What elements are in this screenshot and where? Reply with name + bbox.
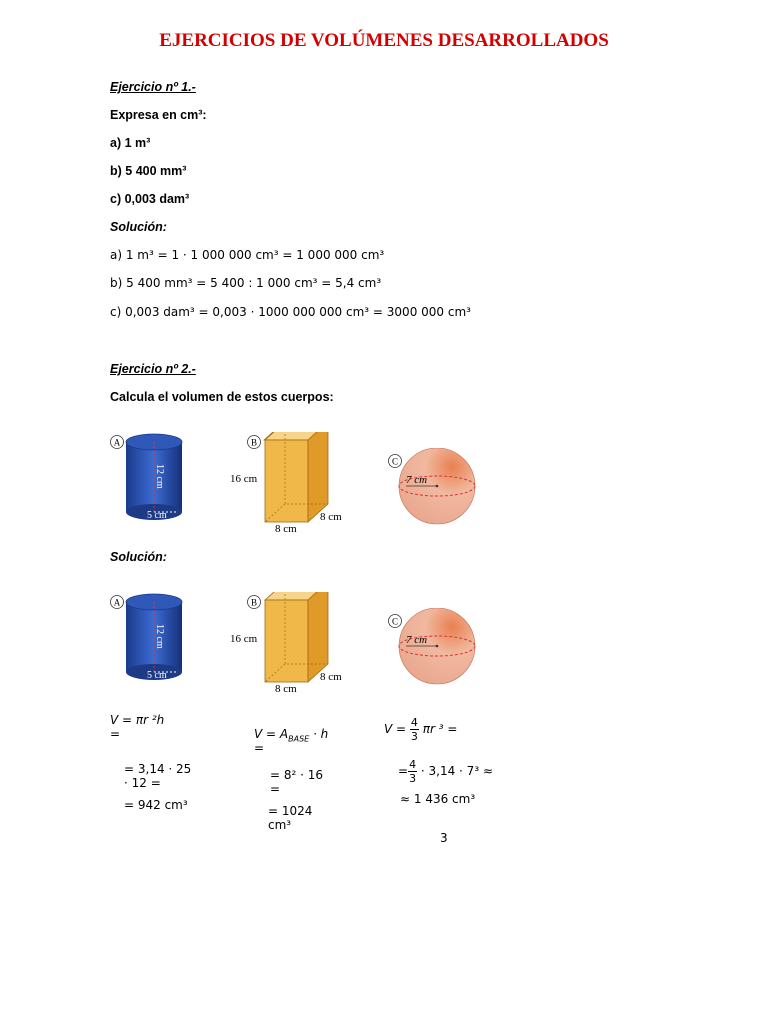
ej1-item-c: c) 0,003 dam³ [110, 192, 190, 206]
ej1-prompt: Expresa en cm³: [110, 108, 207, 122]
cylinder-formula-3: = 942 cm³ [124, 798, 188, 812]
prism-height-label-solution: 16 cm [230, 633, 258, 645]
cylinder-formula-1b: = [110, 727, 121, 741]
prism-width-label: 8 cm [275, 523, 297, 535]
cylinder-formula-2: = 3,14 · 25 [124, 762, 192, 776]
ej1-item-b: b) 5 400 mm³ [110, 164, 187, 178]
figure-label-c-solution: C [391, 616, 399, 627]
cylinder-radius-label: 5 cm [147, 510, 167, 521]
figure-label-b-solution: B [250, 597, 258, 608]
figure-label-b: B [250, 437, 258, 448]
ej1-heading: Ejercicio nº 1.- [110, 80, 196, 94]
prism-depth-label-solution: 8 cm [320, 671, 342, 683]
sphere-formula-1: V = $\frac{4}{3}$ πr ³ = [384, 716, 458, 743]
sphere-radius-label-solution: 7 cm [406, 634, 428, 646]
prism-height-label: 16 cm [230, 473, 258, 485]
prism-formula-2b: = [270, 782, 281, 796]
ej1-solution-b: b) 5 400 mm³ = 5 400 : 1 000 cm³ = 5,4 cm³ [110, 276, 382, 290]
cylinder-formula-2b: · 12 = [124, 776, 161, 790]
sphere-figure [384, 448, 480, 528]
ej2-solution-heading: Solución: [110, 550, 167, 564]
prism-depth-label: 8 cm [320, 511, 342, 523]
page-number: 3 [440, 831, 448, 845]
prism-figure [228, 432, 350, 536]
cylinder-figure-solution [108, 588, 194, 684]
sphere-formula-3: ≈ 1 436 cm³ [400, 792, 476, 806]
figure-label-a: A [113, 437, 121, 448]
ej2-prompt: Calcula el volumen de estos cuerpos: [110, 390, 334, 404]
ej2-heading: Ejercicio nº 2.- [110, 362, 196, 376]
ej1-solution-heading: Solución: [110, 220, 167, 234]
cylinder-formula-1: V = πr ²h [110, 713, 165, 727]
page-title: EJERCICIOS DE VOLÚMENES DESARROLLADOS [159, 30, 609, 51]
figure-label-c: C [391, 456, 399, 467]
cylinder-height-label-solution: 12 cm [154, 624, 165, 649]
cylinder-figure [108, 428, 194, 524]
cylinder-height-label: 12 cm [154, 464, 165, 489]
figure-label-a-solution: A [113, 597, 121, 608]
prism-figure-solution [228, 592, 350, 696]
sphere-radius-label: 7 cm [406, 474, 428, 486]
sphere-figure-solution [384, 608, 480, 688]
prism-formula-3: = 1024 [268, 804, 313, 818]
prism-formula-2: = 8² · 16 [270, 768, 324, 782]
sphere-formula-2: = $\frac{4}{3}$ · 3,14 · 7³ ≈ [398, 758, 493, 785]
prism-formula-1b: = [254, 741, 265, 755]
cylinder-radius-label-solution: 5 cm [147, 670, 167, 681]
ej1-item-a: a) 1 m³ [110, 136, 151, 150]
ej1-solution-a: a) 1 m³ = 1 · 1 000 000 cm³ = 1 000 000 cm³ [110, 248, 385, 262]
prism-width-label-solution: 8 cm [275, 683, 297, 695]
prism-formula-1: $V = A_{BASE} \cdot h$ [254, 727, 329, 744]
ej1-solution-c: c) 0,003 dam³ = 0,003 · 1000 000 000 cm³ = 3000 000 cm³ [110, 305, 471, 319]
prism-formula-3b: cm³ [268, 818, 292, 832]
